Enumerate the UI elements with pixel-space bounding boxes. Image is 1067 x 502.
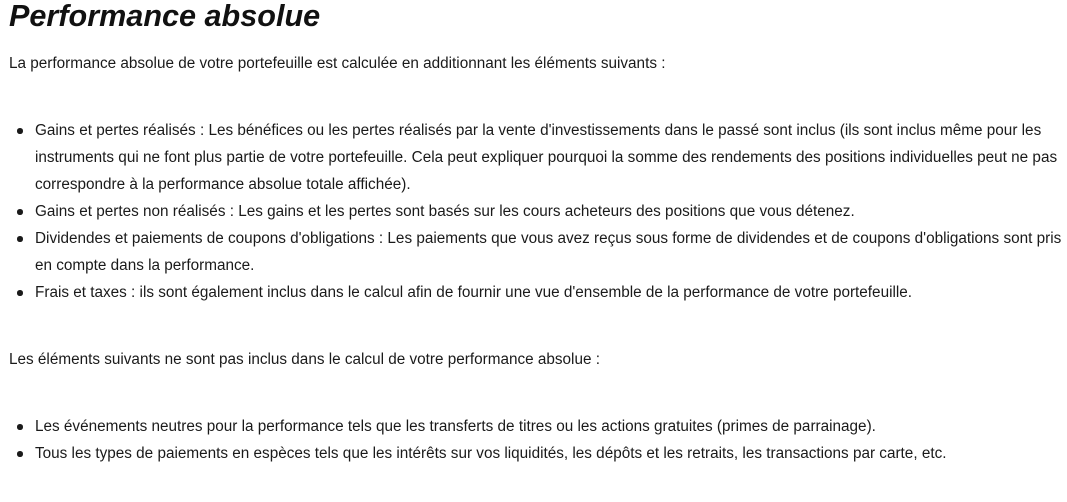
- excluded-items-list: [9, 413, 1063, 467]
- list-item: Gains et pertes réalisés : Les bénéfices ou les pertes réalisés par la vente d'investissements dans le passé sont inclus (ils sont inclus même pour les instruments qui ne font plus partie de votre portefeuille. Cela peut expliquer pourquoi la somme des rendements des positions individuelles peut ne pas correspondre à la performance absolue totale affichée).: [9, 117, 1063, 198]
- list-item: Frais et taxes : ils sont également inclus dans le calcul afin de fournir une vue d'ensemble de la performance de votre portefeuille.: [9, 279, 1063, 306]
- included-items-list: [9, 117, 1063, 306]
- section-title: Performance absolue: [9, 0, 321, 33]
- list-item: Tous les types de paiements en espèces tels que les intérêts sur vos liquidités, les dépôts et les retraits, les transactions par carte, etc.: [9, 440, 1063, 467]
- list-item: Gains et pertes non réalisés : Les gains et les pertes sont basés sur les cours acheteurs des positions que vous détenez.: [9, 198, 1063, 225]
- list-item: Dividendes et paiements de coupons d'obligations : Les paiements que vous avez reçus sous forme de dividendes et de coupons d'obligations sont pris en compte dans la performance.: [9, 225, 1063, 279]
- document: [9, 0, 1063, 467]
- intro-paragraph: La performance absolue de votre portefeuille est calculée en additionnant les éléments suivants :: [9, 55, 666, 72]
- excluded-intro-paragraph: Les éléments suivants ne sont pas inclus dans le calcul de votre performance absolue :: [9, 351, 600, 368]
- list-item: Les événements neutres pour la performance tels que les transferts de titres ou les actions gratuites (primes de parrainage).: [9, 413, 1063, 440]
